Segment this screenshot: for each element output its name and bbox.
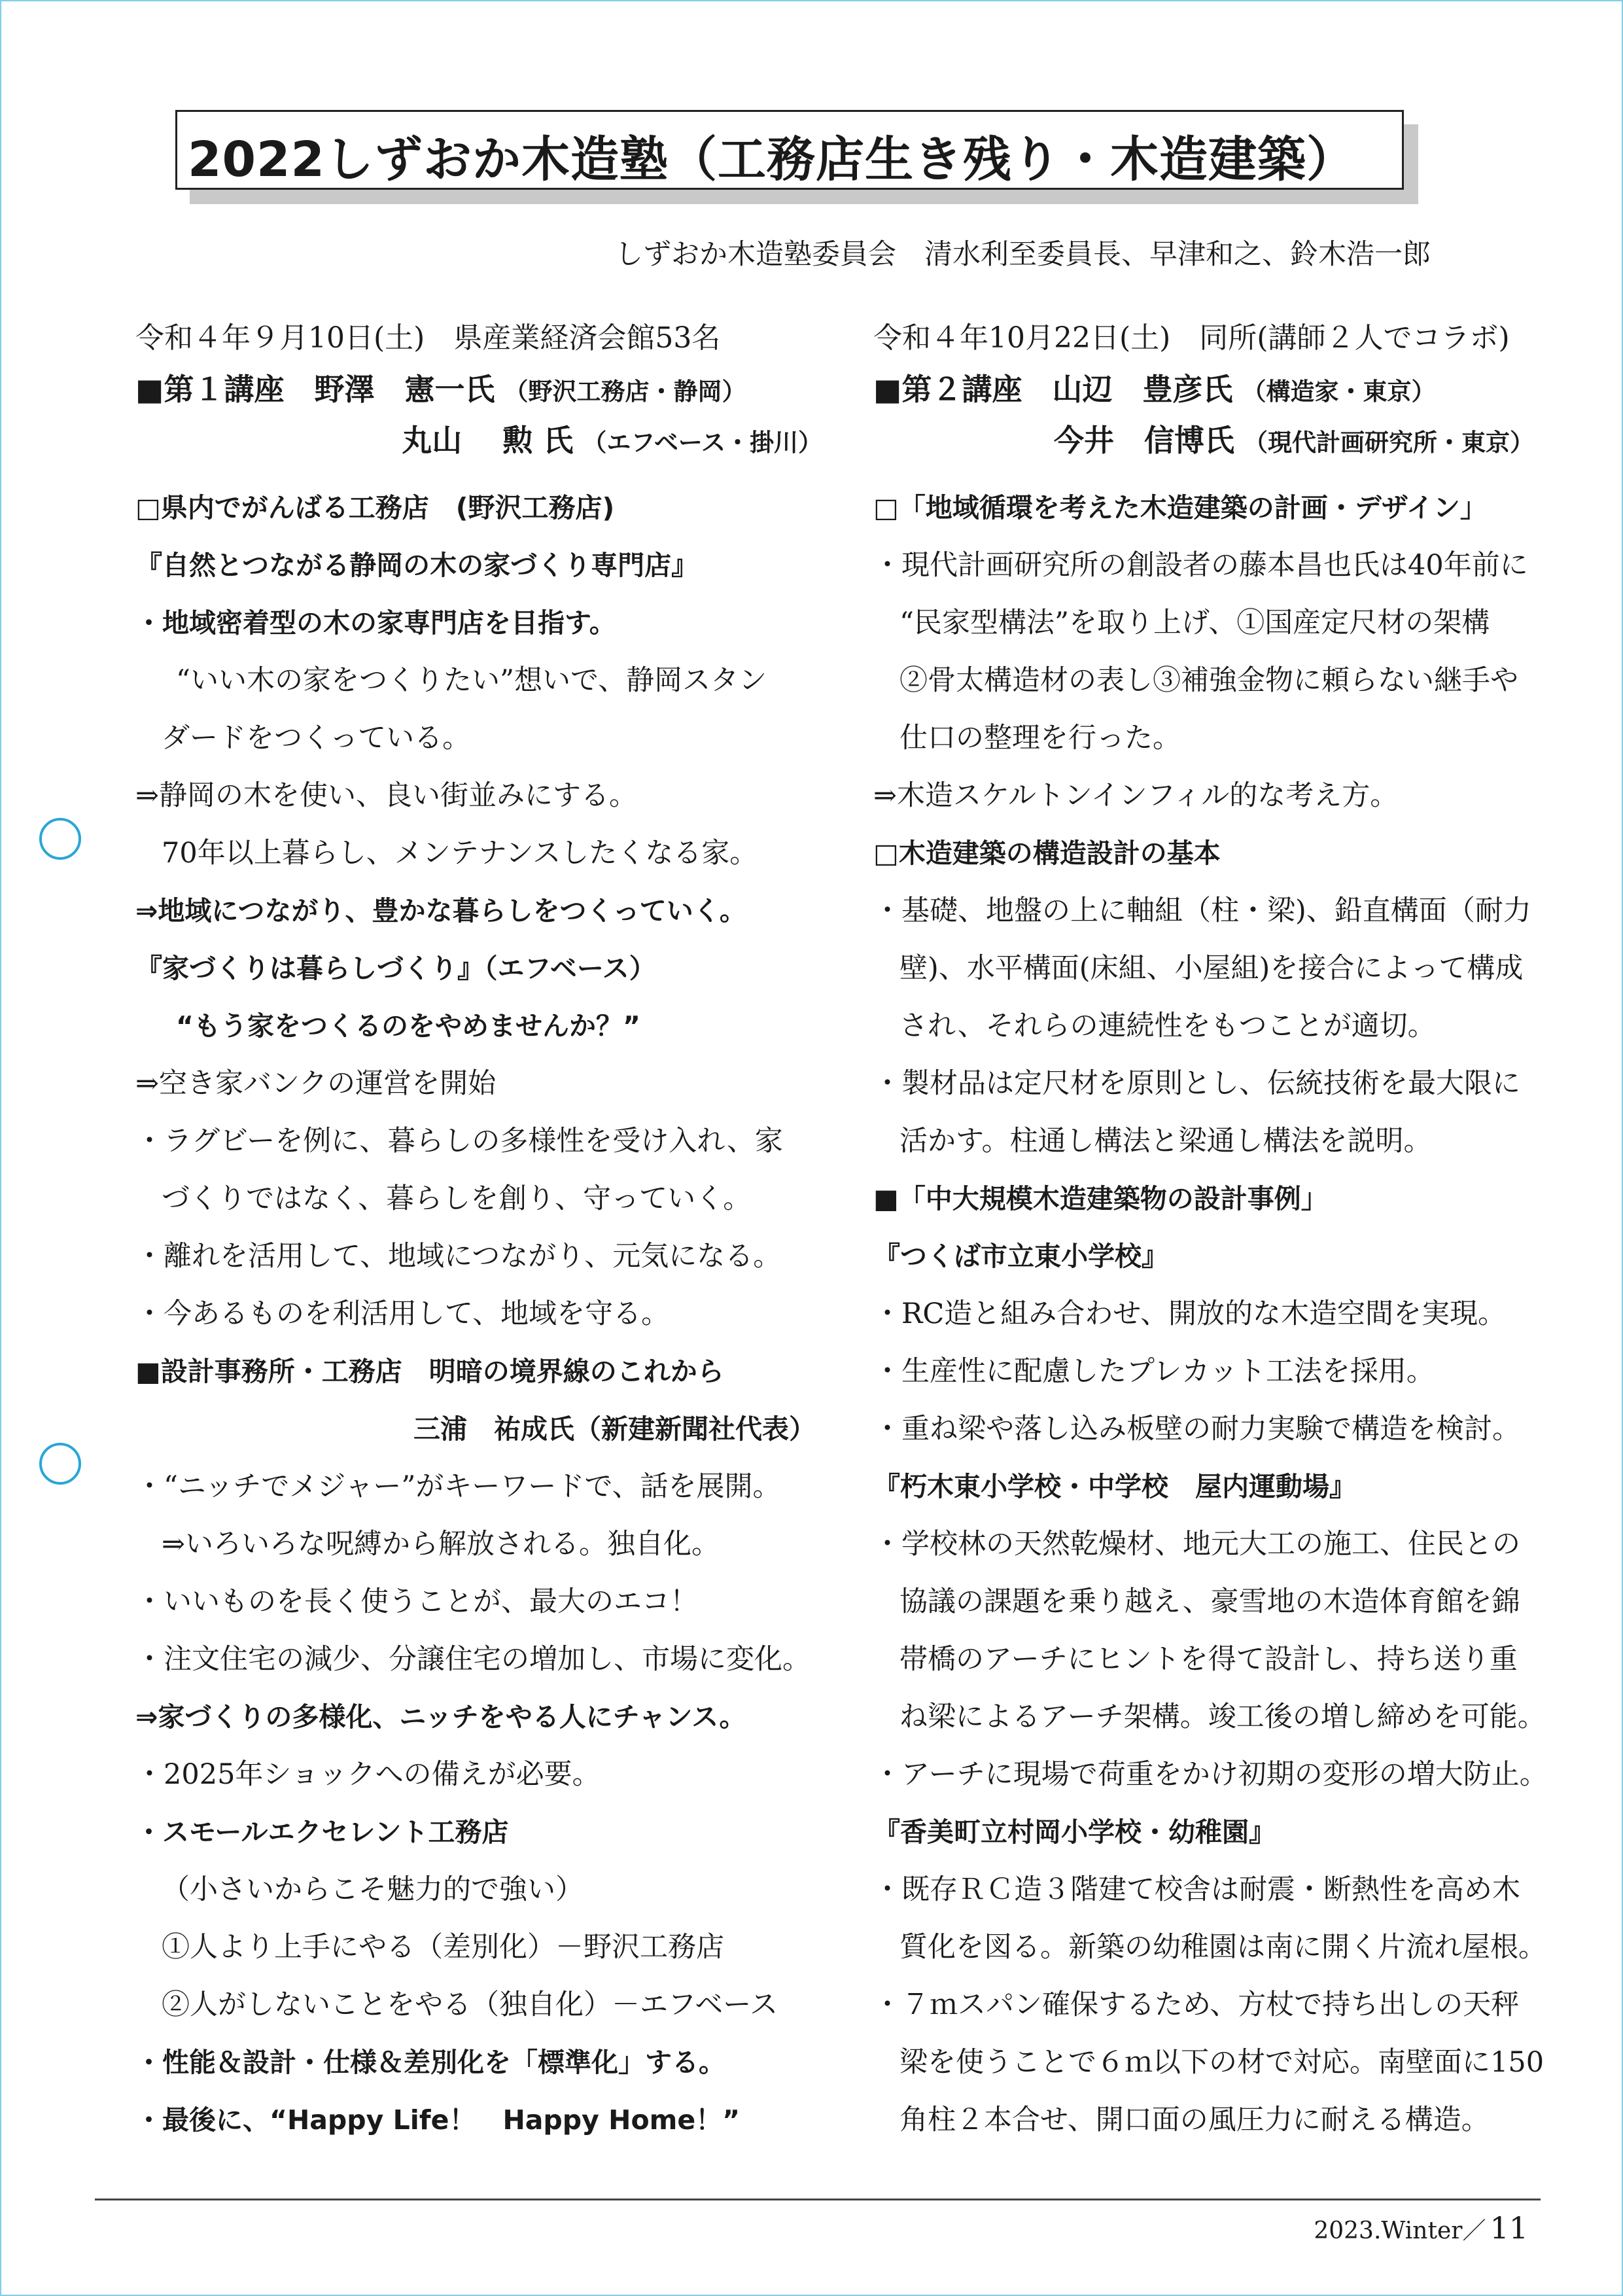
body-line: され、それらの連続性をもつことが適切。 bbox=[899, 1010, 1436, 1042]
body-line: 三浦 祐成氏（新建新聞社代表） bbox=[413, 1413, 816, 1445]
lecture-2b-speaker: 今井 信博氏 bbox=[1054, 423, 1234, 458]
right-column bbox=[873, 313, 1548, 2149]
body-line: 角柱２本合せ、開口面の風圧力に耐える構造。 bbox=[899, 2104, 1490, 2136]
body-line: ・７ｍスパン確保するため、方杖で持ち出しの天秤 bbox=[873, 1988, 1520, 2021]
body-line: ・生産性に配慮したプレカット工法を採用。 bbox=[873, 1355, 1435, 1388]
byline: しずおか木造塾委員会 清水利至委員長、早津和之、鈴木浩一郎 bbox=[615, 238, 1431, 271]
body-line: ⇒静岡の木を使い、良い街並みにする。 bbox=[135, 779, 638, 812]
lecture-1b-affiliation: （エフベース・掛川） bbox=[582, 429, 822, 457]
body-line: 梁を使うことで６ｍ以下の材で対応。南壁面に150 bbox=[899, 2046, 1544, 2079]
lecture-1-affiliation: （野沢工務店・静岡） bbox=[504, 378, 746, 406]
body-line: “いい木の家をつくりたい”想いで、静岡スタン bbox=[176, 664, 767, 697]
page-title: 2022しずおか木造塾（工務店生き残り・木造建築） bbox=[188, 132, 1355, 188]
body-line: 活かす。柱通し構法と梁通し構法を説明。 bbox=[899, 1125, 1432, 1157]
lecture-2-speaker: ■第２講座 山辺 豊彦氏 bbox=[873, 372, 1233, 407]
lecture-2-affiliation: （構造家・東京） bbox=[1242, 378, 1436, 406]
body-line: ⇒地域につながり、豊かな暮らしをつくっていく。 bbox=[135, 895, 746, 927]
body-line: □「地域循環を考えた木造建築の計画・デザイン」 bbox=[873, 492, 1487, 523]
body-line: ⇒空き家バンクの運営を開始 bbox=[135, 1067, 497, 1100]
body-line: ・いいものを長く使うことが、最大のエコ！ bbox=[135, 1585, 698, 1618]
body-line: ②骨太構造材の表し③補強金物に頼らない継手や bbox=[899, 664, 1518, 697]
body-line: 『朽木東小学校・中学校 屋内運動場』 bbox=[873, 1471, 1356, 1502]
body-line: ■「中大規模木造建築物の設計事例」 bbox=[873, 1183, 1328, 1214]
body-line: 協議の課題を乗り越え、豪雪地の木造体育館を錦 bbox=[899, 1585, 1520, 1618]
body-line: ・地域密着型の木の家専門店を目指す。 bbox=[135, 607, 616, 639]
body-line: 質化を図る。新築の幼稚園は南に開く片流れ屋根。 bbox=[899, 1931, 1546, 1964]
body-line: □県内でがんばる工務店 (野沢工務店) bbox=[135, 492, 615, 523]
body-line: ダードをつくっている。 bbox=[162, 722, 471, 754]
binder-hole-icon bbox=[39, 1443, 81, 1485]
body-line: ね梁によるアーチ架構。竣工後の増し締めを可能。 bbox=[899, 1701, 1546, 1733]
body-line: ⇒家づくりの多様化、ニッチをやる人にチャンス。 bbox=[135, 1701, 746, 1733]
page-number: 11 bbox=[1490, 2210, 1528, 2246]
body-line: 『自然とつながる静岡の木の家づくり専門店』 bbox=[135, 550, 699, 581]
body-line: ・スモールエクセレント工務店 bbox=[135, 1816, 509, 1848]
body-line: ・既存ＲＣ造３階建て校舎は耐震・断熱性を高め木 bbox=[873, 1873, 1520, 1906]
body-line: ・RC造と組み合わせ、開放的な木造空間を実現。 bbox=[873, 1298, 1506, 1330]
body-line: ・性能＆設計・仕様＆差別化を「標準化」する。 bbox=[135, 2047, 725, 2078]
body-line: ①人より上手にやる（差別化）－野沢工務店 bbox=[162, 1931, 724, 1964]
lecture-1-heading bbox=[135, 364, 829, 415]
body-line: ・基礎、地盤の上に軸組（柱・梁)、鉛直構面（耐力 bbox=[873, 894, 1531, 927]
body-line: 仕口の整理を行った。 bbox=[899, 722, 1181, 754]
body-line: ・2025年ショックへの備えが必要。 bbox=[135, 1758, 601, 1791]
body-line: ・重ね梁や落し込み板壁の耐力実験で構造を検討。 bbox=[873, 1413, 1520, 1445]
left-body bbox=[135, 479, 829, 2149]
body-line: 壁)、水平構面(床組、小屋組)を接合によって構成 bbox=[899, 952, 1524, 985]
right-body bbox=[873, 479, 1548, 2149]
body-line: ・注文住宅の減少、分譲住宅の増加し、市場に変化。 bbox=[135, 1643, 811, 1676]
body-line: ⇒木造スケルトンインフィル的な考え方。 bbox=[873, 779, 1399, 812]
body-line: ・離れを活用して、地域につながり、元気になる。 bbox=[135, 1240, 782, 1273]
lecture-2b-affiliation: （現代計画研究所・東京） bbox=[1244, 429, 1534, 457]
body-line: ■設計事務所・工務店 明暗の境界線のこれから bbox=[135, 1356, 724, 1387]
body-line: 『家づくりは暮らしづくり』（エフベース） bbox=[135, 953, 656, 984]
lecture-2-heading bbox=[873, 364, 1541, 415]
body-line: 帯橋のアーチにヒントを得て設計し、持ち送り重 bbox=[899, 1643, 1518, 1676]
body-line: ・学校林の天然乾燥材、地元大工の施工、住民との bbox=[873, 1528, 1520, 1561]
body-line: ・アーチに現場で荷重をかけ初期の変形の増大防止。 bbox=[873, 1758, 1548, 1791]
body-line: 『つくば市立東小学校』 bbox=[873, 1241, 1168, 1272]
issue-label: 2023.Winter／ bbox=[1314, 2217, 1486, 2244]
body-line: （小さいからこそ魅力的で強い） bbox=[162, 1873, 584, 1906]
footer bbox=[1314, 2210, 1528, 2246]
body-line: づくりではなく、暮らしを創り、守っていく。 bbox=[162, 1182, 752, 1215]
body-line: “民家型構法”を取り上げ、①国産定尺材の架構 bbox=[899, 607, 1490, 639]
body-line: ・ラグビーを例に、暮らしの多様性を受け入れ、家 bbox=[135, 1125, 783, 1157]
body-line: ・現代計画研究所の創設者の藤本昌也氏は40年前に bbox=[873, 549, 1528, 582]
body-line: ⇒いろいろな呪縛から解放される。独自化。 bbox=[162, 1528, 720, 1561]
binder-hole-icon bbox=[39, 818, 81, 860]
body-line: ・最後に、“Happy Life！ Happy Home！” bbox=[135, 2104, 741, 2136]
body-line: ②人がしないことをやる（独自化）－エフベース bbox=[162, 1988, 778, 2021]
lecture-date-info: 令和４年10月22日(土) 同所(講師２人でコラボ) bbox=[873, 321, 1510, 355]
lecture-2-second-speaker bbox=[873, 415, 1541, 466]
body-line: 『香美町立村岡小学校・幼稚園』 bbox=[873, 1816, 1276, 1848]
footer-rule bbox=[95, 2199, 1541, 2200]
body-line: ・製材品は定尺材を原則とし、伝統技術を最大限に bbox=[873, 1067, 1520, 1100]
lecture-date-info: 令和４年９月10日(土) 県産業経済会館53名 bbox=[135, 321, 721, 355]
lecture-1b-speaker: 丸山 勲 氏 bbox=[402, 423, 574, 458]
lecture-1-speaker: ■第１講座 野澤 憲一氏 bbox=[135, 372, 495, 407]
body-line: “もう家をつくるのをやめませんか？” bbox=[176, 1010, 640, 1042]
body-line: 70年以上暮らし、メンテナンスしたくなる家。 bbox=[162, 837, 758, 870]
body-line: ・今あるものを利活用して、地域を守る。 bbox=[135, 1298, 670, 1330]
body-line: ・“ニッチでメジャー”がキーワードで、話を展開。 bbox=[135, 1470, 781, 1503]
body-line: □木造建築の構造設計の基本 bbox=[873, 838, 1221, 869]
title-box bbox=[175, 110, 1404, 190]
lecture-1-second-speaker bbox=[135, 415, 829, 466]
left-column bbox=[135, 313, 829, 2149]
